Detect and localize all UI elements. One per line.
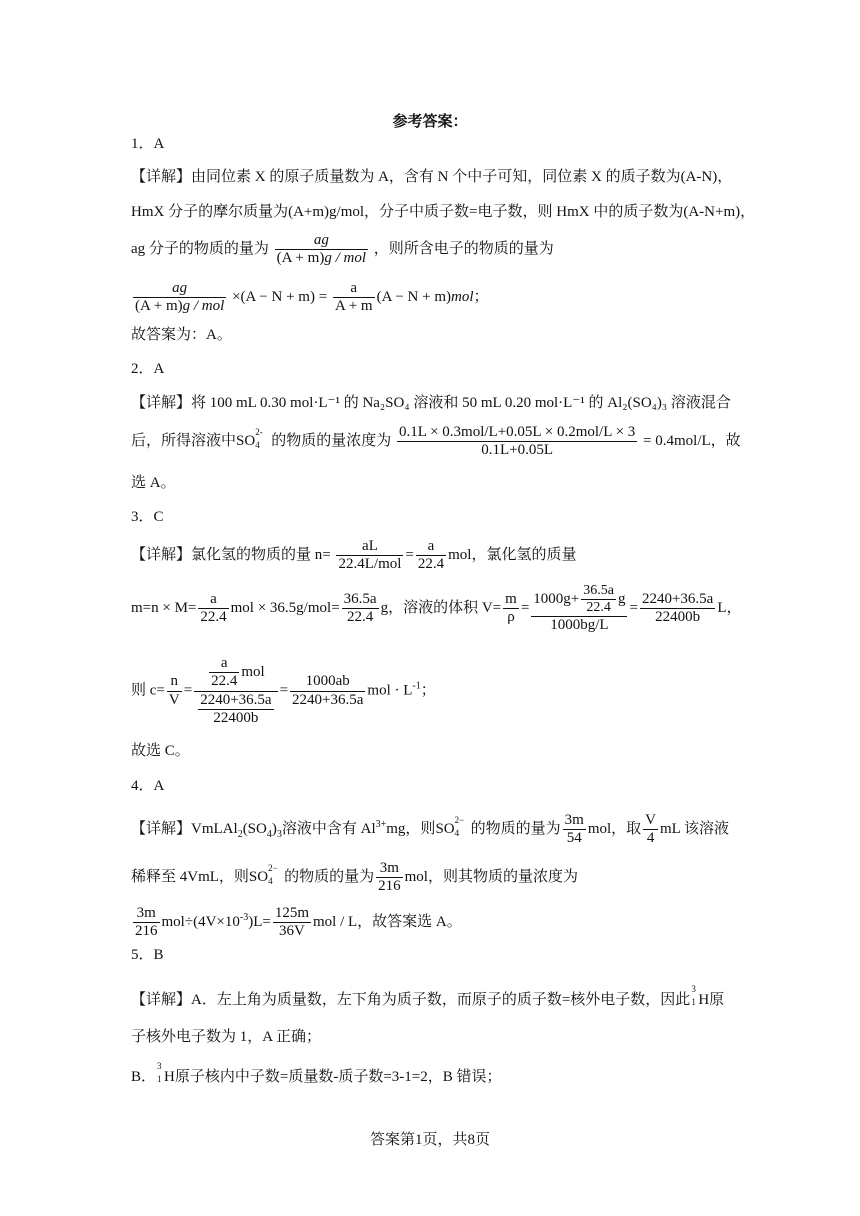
fraction: $\frac{3m}{54}$	[564, 812, 584, 847]
q1-label: 1．A	[131, 136, 165, 152]
q4-line2: 稀释至 4VmL，则SO 2− 4 的物质的量为 $\frac{3m}{216}$ mol，则其物质的量浓度为	[131, 860, 578, 895]
fraction: $\frac{125m}{36V}$	[274, 905, 309, 940]
q1-line2: HmX 分子的摩尔质量为(A+m)g/mol，分子中质子数=电子数，则 HmX 中的质子数为(A-N+m)，	[131, 204, 756, 220]
fraction: $\frac{n}{V}$	[168, 673, 180, 708]
fraction: $\frac{ag}{\text{(A + m)g / mol}}$	[276, 232, 366, 267]
q3-conclusion: 故选 C。	[131, 743, 190, 759]
q5-line2: 子核外电子数为 1，A 正确；	[131, 1029, 322, 1045]
q2-line2: 后，所得溶液中SO 2- 4 的物质的量浓度为 $\frac{\text{0.1L × 0.3mol/L+0.05L × 0.2mol/L × 3}}{0.1L+0.05L}$ = 0.4mol/L，故	[131, 424, 741, 459]
q4-label: 4．A	[131, 778, 165, 794]
fraction: $\frac{3m}{216}$	[378, 860, 401, 895]
q5-label: 5．B	[131, 947, 164, 963]
fraction: $\frac{a}{A + m}$	[334, 280, 373, 315]
page-footer: 答案第1页，共8页	[369, 1132, 490, 1148]
q3-line1: 【详解】氯化氢的物质的量 n= $\frac{aL}{\text{22.4L/mol}}$ = $\frac{a}{22.4}$ mol，氯化氢的质量	[131, 538, 577, 573]
q2-line1: 【详解】将 100 mL 0.30 mol·L⁻¹ 的 Na₂SO₄ 溶液和 50 mL 0.20 mol·L⁻¹ 的 Al₂(SO₄)₃ 溶液混合	[131, 395, 731, 411]
fraction: $\frac{36.5a}{22.4}$	[343, 590, 377, 626]
q2-line3: 选 A。	[131, 475, 176, 491]
q1-conclusion: 故答案为：A。	[131, 327, 232, 343]
page-title: 参考答案：	[392, 112, 468, 130]
fraction: $\frac{a}{22.4}$	[417, 538, 445, 573]
fraction: 1000g+ $\frac{36.5a}{22.4}$ g 1000bg/L	[533, 583, 626, 634]
fraction: $\frac{3m}{216}$	[135, 905, 158, 940]
fraction: $\frac{\text{0.1L × 0.3mol/L+0.05L × 0.2mol/L × 3}}{0.1L+0.05L}$	[398, 424, 636, 459]
fraction: $\frac{m}{\rho}$	[505, 590, 517, 626]
q3-label: 3．C	[131, 509, 164, 525]
fraction: $\frac{aL}{\text{22.4L/mol}}$	[338, 538, 402, 573]
q5-line1: 【详解】A．左上角为质量数，左下角为质子数，而原子的质子数=核外电子数，因此 3 1 H原	[131, 984, 725, 1008]
q3-line3: 则 c= $\frac{n}{V}$ = $\frac{a}{22.4}$ mol $\frac{2240+36.5a}{22400b}$ = $\frac{1000ab}{2240+36.5a}$ mol · $L^{-1}$；	[131, 655, 436, 726]
q4-line3: $\frac{3m}{216}$ $mol\div(4V\times 10^{-3})L=$ $\frac{125m}{36V}$ mol / L，故答案选 A。	[135, 905, 462, 940]
fraction: $\frac{a}{22.4}$ mol $\frac{2240+36.5a}{22400b}$	[194, 655, 277, 727]
q4-line1: 【详解】$VmLAl_2(SO_4)_3$溶液中含有 $Al^{3+}mg$，则SO 2− 4 的物质的量为 $\frac{3m}{54}$ mol，取 $\frac{V}{4}$ mL 该溶液	[131, 812, 730, 847]
q2-label: 2．A	[131, 361, 165, 377]
q3-line2: m=n × M= $\frac{a}{22.4}$ mol × 36.5g/mol= $\frac{36.5a}{22.4}$ g，溶液的体积 V= $\frac{m}{\rho}$ = 1000g+ $\frac{36.5a}{22.4}$ g 1000bg/L = $\frac{2240+36.5a}{22400b}$ L，	[131, 583, 742, 634]
q1-line1: 【详解】由同位素 X 的原子质量数为 A，含有 N 个中子可知，同位素 X 的质子数为(A-N)，	[131, 169, 733, 185]
fraction: $\frac{V}{4}$	[645, 812, 656, 847]
q1-line3: ag 分子的物质的量为 $\frac{ag}{\text{(A + m)g / mol}}$ ，则所含电子的物质的量为	[131, 232, 554, 267]
fraction: $\frac{a}{22.4}$	[200, 590, 227, 626]
fraction: $\frac{ag}{\text{(A + m)g / mol}}$	[135, 280, 225, 315]
q5-line3: B． 3 1 H原子核内中子数=质量数-质子数=3-1=2，B 错误；	[131, 1061, 502, 1085]
q1-equation: $\frac{ag}{\text{(A + m)g / mol}}$ ×(A − N + m) = $\frac{a}{A + m}$ (A − N + m)mol；	[135, 280, 489, 315]
fraction: $\frac{1000ab}{2240+36.5a}$	[292, 673, 364, 708]
fraction: $\frac{2240+36.5a}{22400b}$	[641, 590, 714, 626]
